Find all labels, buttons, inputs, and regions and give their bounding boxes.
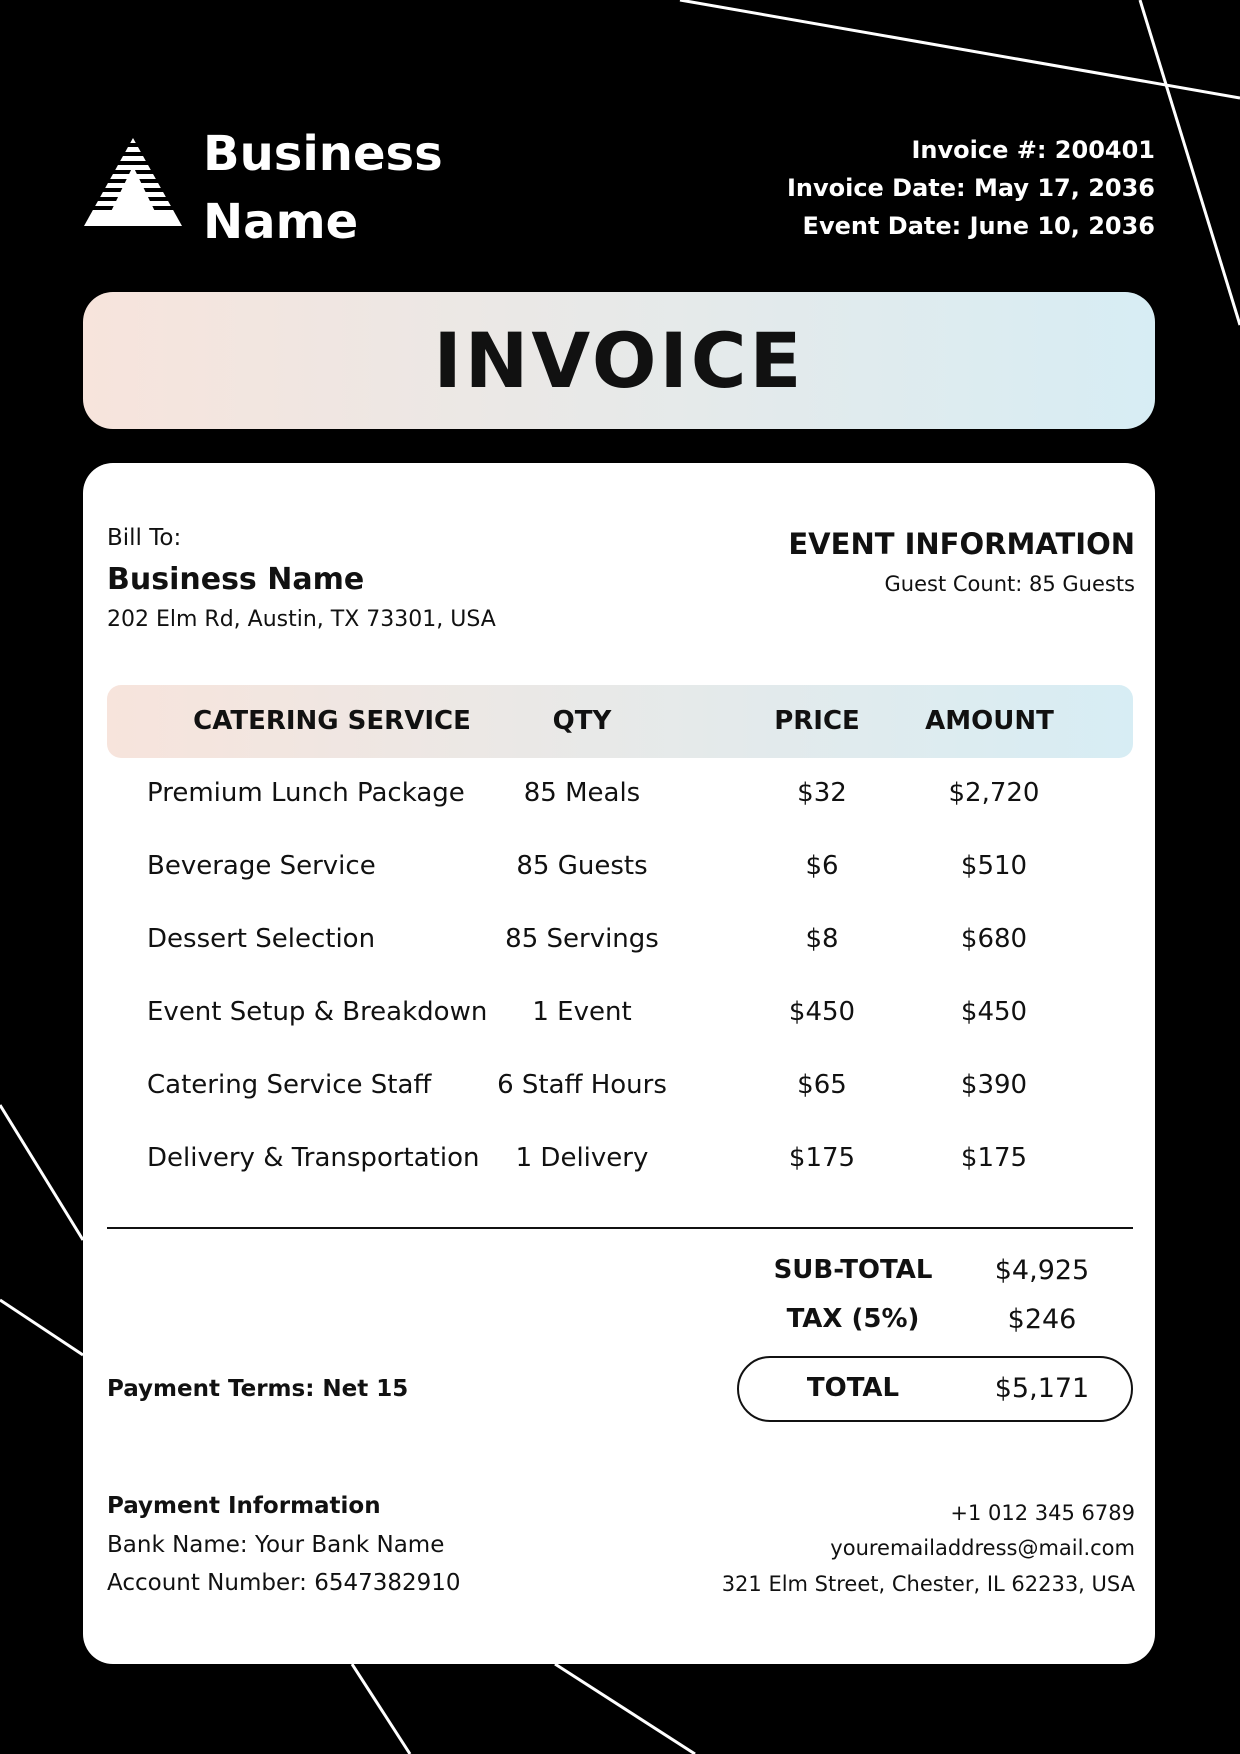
bill-to-address: 202 Elm Rd, Austin, TX 73301, USA [107,607,496,632]
row-qty: 1 Delivery [515,1143,649,1173]
row-qty: 85 Servings [505,924,659,954]
subtotal-value: $4,925 [994,1255,1090,1286]
event-information-heading: EVENT INFORMATION [788,527,1135,561]
row-service: Dessert Selection [147,924,376,954]
header-qty: QTY [552,706,612,736]
account-number: Account Number: 6547382910 [107,1570,461,1596]
payment-terms: Payment Terms: Net 15 [107,1376,409,1402]
header-price: PRICE [774,706,860,736]
contact-email: youremailaddress@mail.com [830,1536,1135,1560]
row-qty: 85 Meals [523,778,641,808]
payment-information-heading: Payment Information [107,1493,381,1519]
totals-divider [107,1227,1133,1229]
row-service: Beverage Service [147,851,376,881]
bill-to-name: Business Name [107,562,365,597]
invoice-meta [787,131,1155,245]
business-name-header [203,120,523,256]
tax-value: $246 [1007,1304,1077,1335]
row-amount: $175 [960,1143,1028,1173]
contact-phone: +1 012 345 6789 [950,1501,1135,1525]
row-qty: 85 Guests [516,851,648,881]
guest-count: Guest Count: 85 Guests [884,572,1135,596]
row-price: $32 [797,778,847,808]
row-qty: 1 Event [532,997,632,1027]
header-amount: AMOUNT [925,706,1054,736]
invoice-title: INVOICE [433,316,805,405]
row-price: $450 [788,997,856,1027]
tax-label: TAX (5%) [786,1304,920,1334]
bill-to-label: Bill To: [107,525,182,551]
total-value: $5,171 [994,1373,1090,1404]
header-catering-service: CATERING SERVICE [193,706,471,736]
invoice-date: Invoice Date: May 17, 2036 [786,174,1155,202]
row-amount: $2,720 [948,778,1040,808]
row-service: Delivery & Transportation [147,1143,480,1173]
row-amount: $680 [960,924,1028,954]
invoice-title-banner [83,292,1155,429]
row-qty: 6 Staff Hours [497,1070,667,1100]
table-row [107,830,1133,903]
row-price: $175 [788,1143,856,1173]
striped-triangle-logo-icon [82,136,184,228]
table-row [107,1122,1133,1195]
table-header [107,685,1133,758]
row-service: Catering Service Staff [147,1070,432,1100]
subtotal-label: SUB-TOTAL [773,1255,933,1285]
row-service: Premium Lunch Package [147,778,465,808]
line-items [107,757,1133,1195]
business-name-line1: Business [203,126,443,182]
bank-name: Bank Name: Your Bank Name [107,1532,445,1558]
row-price: $6 [805,851,839,881]
row-price: $65 [797,1070,847,1100]
row-price: $8 [805,924,839,954]
row-amount: $510 [960,851,1028,881]
table-row [107,976,1133,1049]
table-row [107,757,1133,830]
row-amount: $390 [960,1070,1028,1100]
total-label: TOTAL [806,1373,900,1403]
event-date: Event Date: June 10, 2036 [802,212,1155,240]
row-amount: $450 [960,997,1028,1027]
contact-address: 321 Elm Street, Chester, IL 62233, USA [721,1572,1135,1596]
invoice-card [83,463,1155,1664]
invoice-number: Invoice #: 200401 [911,136,1155,164]
table-row [107,903,1133,976]
table-row [107,1049,1133,1122]
row-service: Event Setup & Breakdown [147,997,488,1027]
business-name-line2: Name [203,194,359,250]
